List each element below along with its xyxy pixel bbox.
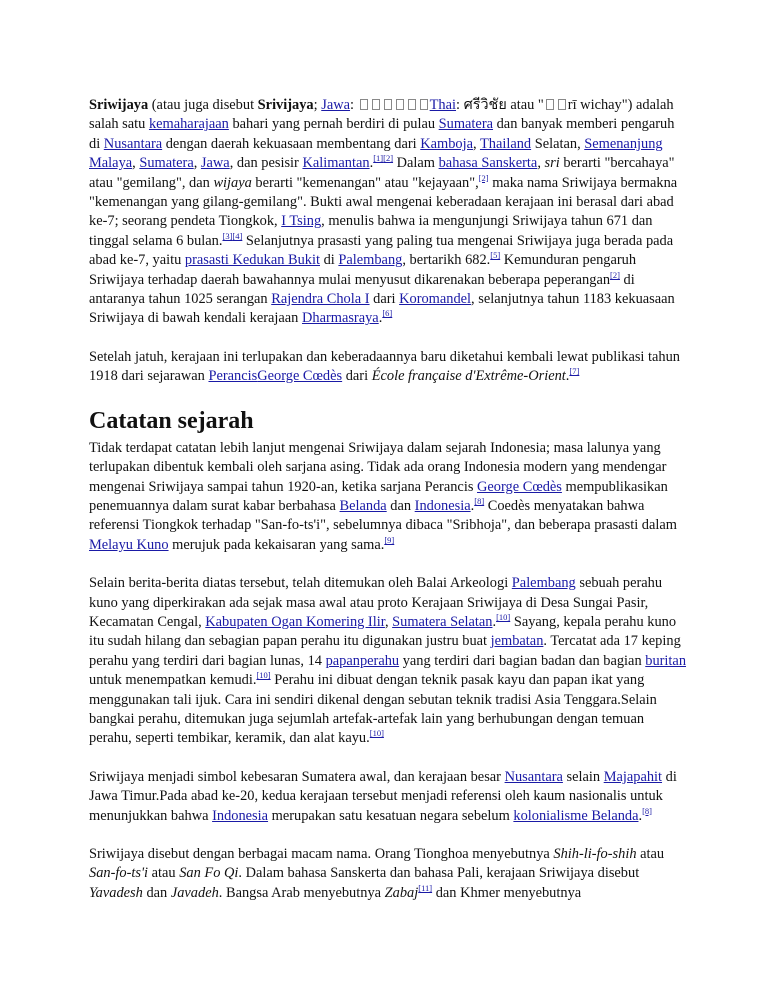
text: bahari yang pernah berdiri di pulau — [228, 116, 439, 133]
link-melayu-kuno[interactable]: Melayu Kuno — [89, 536, 169, 553]
term-san-fo-tsi: San-fo-ts'i — [89, 865, 149, 882]
link-indonesia[interactable]: Indonesia — [414, 497, 471, 514]
text: rī wichay") adalah salah satu — [89, 97, 674, 133]
link-papanperahu[interactable]: papanperahu — [325, 652, 400, 669]
citation-link[interactable]: [7] — [569, 366, 580, 377]
citation-link[interactable]: [2] — [610, 269, 620, 280]
text: di — [320, 252, 339, 269]
link-i-tsing[interactable]: I Tsing — [281, 213, 322, 230]
term-zabaj: Zabaj — [384, 884, 419, 901]
citation — [222, 231, 242, 241]
text: Kemunduran pengaruh Sriwijaya terhadap daerah bawahannya mulai menyusut dikarenakan beberapa peperangan — [89, 252, 637, 288]
link-rajendra-chola[interactable]: Rajendra Chola I — [271, 291, 370, 308]
text: Sayang, kepala perahu kuno itu sudah hilang dan sebagian papan perahu itu digunakan justru buat — [89, 613, 677, 650]
link-jembatan[interactable]: jembatan — [490, 633, 544, 650]
link-prasasti-kedukan-bukit[interactable]: prasasti Kedukan Bukit — [184, 252, 320, 269]
text: merupakan satu kesatuan negara sebelum — [268, 807, 514, 824]
missing-glyph-boxes — [358, 97, 430, 113]
text: berarti "bercahaya" atau "gemilang", dan — [89, 155, 675, 191]
link-thai[interactable]: Thai — [429, 97, 457, 113]
citation — [256, 670, 270, 680]
citation — [373, 153, 393, 163]
text: atau — [148, 865, 180, 882]
text: , bertarikh 682. — [402, 252, 491, 269]
text: dengan daerah kekuasaan membentang dari — [162, 135, 421, 152]
term-wijaya: wijaya — [213, 174, 252, 191]
citation — [382, 308, 392, 318]
link-buritan[interactable]: buritan — [645, 652, 687, 669]
text: di antaranya tahun 1025 serangan — [89, 271, 635, 308]
citation-link[interactable]: [8] — [642, 805, 653, 816]
link-george-coedes[interactable]: George Cœdès — [257, 368, 343, 385]
citation — [474, 496, 484, 506]
text: ; — [313, 97, 322, 113]
text: . — [565, 368, 570, 385]
rediscovery-paragraph — [89, 348, 689, 387]
citation — [642, 806, 652, 816]
citation — [418, 883, 432, 893]
text: Selatan, — [531, 135, 585, 152]
text: dan — [142, 884, 171, 901]
citation — [496, 612, 510, 622]
citation — [384, 535, 394, 545]
text: dari — [342, 368, 372, 385]
text: maka nama Sriwijaya bermakna "kemenangan yang gilang-gemilang". Bukti awal mengenai keberadaan kerajaan ini berasal dari abad ke-7; seorang pendeta Tiongkok, — [89, 174, 678, 230]
text: Selanjutnya prasasti yang paling tua mengenai Sriwijaya juga berada pada abad ke-7, yaitu — [89, 232, 674, 269]
link-perancis[interactable]: Perancis — [208, 368, 258, 385]
citation-link[interactable]: [8] — [474, 495, 485, 506]
link-kalimantan[interactable]: Kalimantan — [302, 155, 370, 172]
term-sri: sri — [544, 155, 560, 172]
text: atau — [636, 846, 665, 862]
citation-link[interactable]: [9] — [384, 534, 395, 545]
citation-link[interactable]: [2] — [478, 172, 489, 183]
text: : — [350, 97, 358, 113]
text: . — [492, 613, 497, 630]
text: di Jawa Timur.Pada abad ke-20, kedua kerajaan tersebut menjadi referensi oleh kaum nasionalis untuk menunjukkan bahwa — [89, 768, 677, 824]
citation — [479, 173, 489, 183]
text: : ศรีวิชัย atau " — [456, 97, 544, 113]
text: . Tercatat ada 17 keping perahu yang terdiri dari bagian lunas, 14 — [89, 633, 681, 669]
link-koromandel[interactable]: Koromandel — [399, 291, 472, 308]
boat-paragraph — [89, 574, 689, 749]
symbol-paragraph — [89, 768, 689, 826]
citation — [610, 270, 620, 280]
link-sumatera-selatan[interactable]: Sumatera Selatan — [392, 613, 493, 630]
text: , — [193, 155, 201, 172]
text: , menulis bahwa ia mengunjungi Sriwijaya tahun 671 dan tinggal selama 6 bulan. — [89, 213, 653, 249]
link-kabupaten-oki[interactable]: Kabupaten Ogan Komering Ilir — [205, 613, 385, 630]
names-paragraph — [89, 845, 689, 903]
link-nusantara[interactable]: Nusantara — [103, 135, 163, 152]
text: untuk menempatkan kemudi. — [89, 672, 257, 689]
link-george-coedes[interactable]: George Cœdès — [477, 478, 562, 495]
text: , — [384, 613, 393, 630]
text: dan banyak memberi pengaruh di — [89, 116, 675, 152]
text: . — [638, 807, 643, 824]
link-jawa[interactable]: Jawa — [321, 97, 351, 113]
text: . — [470, 497, 475, 514]
link-dharmasraya[interactable]: Dharmasraya — [301, 310, 379, 327]
link-kamboja[interactable]: Kamboja — [420, 135, 474, 152]
text: . Bangsa Arab menyebutnya — [218, 884, 385, 901]
text: , dan pesisir — [229, 155, 303, 172]
link-palembang[interactable]: Palembang — [511, 575, 576, 592]
intro-paragraph — [89, 96, 689, 329]
term-sriwijaya: Sriwijaya — [89, 97, 149, 113]
text: Setelah jatuh, kerajaan ini terlupakan dan keberadaannya baru diketahui kembali lewat publikasi tahun 1918 dari sejarawan — [89, 348, 680, 385]
citation-link[interactable]: [10] — [496, 611, 511, 622]
history-paragraph — [89, 439, 689, 555]
link-thailand[interactable]: Thailand — [479, 135, 532, 152]
link-sumatera[interactable]: Sumatera — [438, 116, 494, 133]
text: (atau juga disebut — [148, 97, 258, 113]
link-jawa[interactable]: Jawa — [200, 155, 230, 172]
term-shih-li-fo-shih: Shih-li-fo-shih — [553, 846, 637, 862]
text: , selanjutnya tahun 1183 kekuasaan Sriwijaya di bawah kendali kerajaan — [89, 291, 675, 327]
link-indonesia[interactable]: Indonesia — [212, 807, 269, 824]
missing-glyph-boxes — [544, 97, 568, 113]
term-javadeh: Javadeh — [170, 884, 219, 901]
term-srivijaya: Srivijaya — [257, 97, 314, 113]
text: Dalam — [393, 155, 439, 172]
citation-link[interactable]: [10] — [369, 728, 384, 739]
citation-link[interactable]: [5] — [490, 250, 501, 261]
link-palembang[interactable]: Palembang — [338, 252, 403, 269]
citation-link[interactable]: [3] — [222, 230, 233, 241]
citation-link[interactable]: [2] — [383, 153, 394, 164]
link-semenanjung-malaya[interactable]: Semenanjung Malaya — [89, 135, 663, 172]
article-body — [89, 96, 689, 922]
link-sumatera[interactable]: Sumatera — [139, 155, 194, 172]
section-heading: Catatan sejarah — [89, 407, 254, 434]
text: selain — [562, 768, 604, 785]
citation-link[interactable]: [4] — [232, 230, 243, 241]
link-kemaharajaan[interactable]: kemaharajaan — [148, 116, 229, 133]
text: , — [132, 155, 140, 172]
citation — [490, 250, 500, 260]
link-bahasa-sanskerta[interactable]: bahasa Sanskerta — [438, 155, 538, 172]
text: Sriwijaya disebut dengan berbagai macam nama. Orang Tionghoa menyebutnya — [89, 846, 554, 862]
link-belanda[interactable]: Belanda — [339, 497, 387, 514]
term-efeo: École française d'Extrême-Orient — [371, 368, 566, 385]
citation — [569, 366, 579, 376]
text: Selain berita-berita diatas tersebut, telah ditemukan oleh Balai Arkeologi — [89, 575, 512, 592]
link-nusantara[interactable]: Nusantara — [504, 768, 563, 785]
citation-link[interactable]: [11] — [418, 882, 433, 893]
citation — [370, 728, 384, 738]
text: Sriwijaya menjadi simbol kebesaran Sumatera awal, dan kerajaan besar — [89, 768, 505, 785]
text: berarti "kemenangan" atau "kejayaan", — [251, 174, 479, 191]
text: . — [369, 155, 374, 172]
citation-link[interactable]: [10] — [256, 670, 271, 681]
text: . — [378, 310, 383, 327]
link-kolonialisme-belanda[interactable]: kolonialisme Belanda — [513, 807, 639, 824]
term-san-fo-qi: San Fo Qi — [179, 865, 239, 882]
link-majapahit[interactable]: Majapahit — [603, 768, 663, 785]
text: sebuah perahu kuno yang diperkirakan ada sejak masa awal atau proto Kerajaan Sriwijaya di Desa Sungai Pasir, Kecamatan Cengal, — [89, 575, 663, 630]
text: dan Khmer menyebutnya — [432, 884, 582, 901]
text: dari — [369, 291, 400, 308]
text: merujuk pada kekaisaran yang sama. — [168, 536, 385, 553]
text: mempublikasikan penemuannya dalam surat kabar berbahasa — [89, 478, 668, 514]
text: dan — [386, 497, 415, 514]
citation-link[interactable]: [1] — [373, 153, 384, 164]
text: . Dalam bahasa Sanskerta dan bahasa Pali, kerajaan Sriwijaya disebut — [238, 865, 640, 882]
text: Coedès menyatakan bahwa referensi Tiongkok terhadap "San-fo-ts'i", sebelumnya dibaca "Sribhoja", dan beberapa prasasti dalam — [89, 497, 677, 534]
term-yavadesh: Yavadesh — [89, 884, 143, 901]
text: Perahu ini dibuat dengan teknik pasak kayu dan papan ikat yang menggunakan tali ijuk. Cara ini sendiri dikenal dengan sebutan teknik tradisi Asia Tenggara.Selain bangkai perahu, ditemukan juga sejumlah artefak-artefak lain yang berhubungan dengan temuan perahu, seperti tembikar, keramik, dan alat kayu. — [89, 672, 657, 747]
citation-link[interactable]: [6] — [382, 308, 393, 319]
text: Tidak terdapat catatan lebih lanjut mengenai Sriwijaya dalam sejarah Indonesia; masa lalunya yang terlupakan dibentuk kembali oleh sarjana asing. Tidak ada orang Indonesia modern yang mendengar mengenai Sriwijaya sampai tahun 1920-an, ketika sarjana Perancis — [89, 439, 667, 495]
text: , — [473, 135, 480, 152]
text: , — [537, 155, 545, 172]
text: yang terdiri dari bagian badan dan bagian — [399, 652, 646, 669]
